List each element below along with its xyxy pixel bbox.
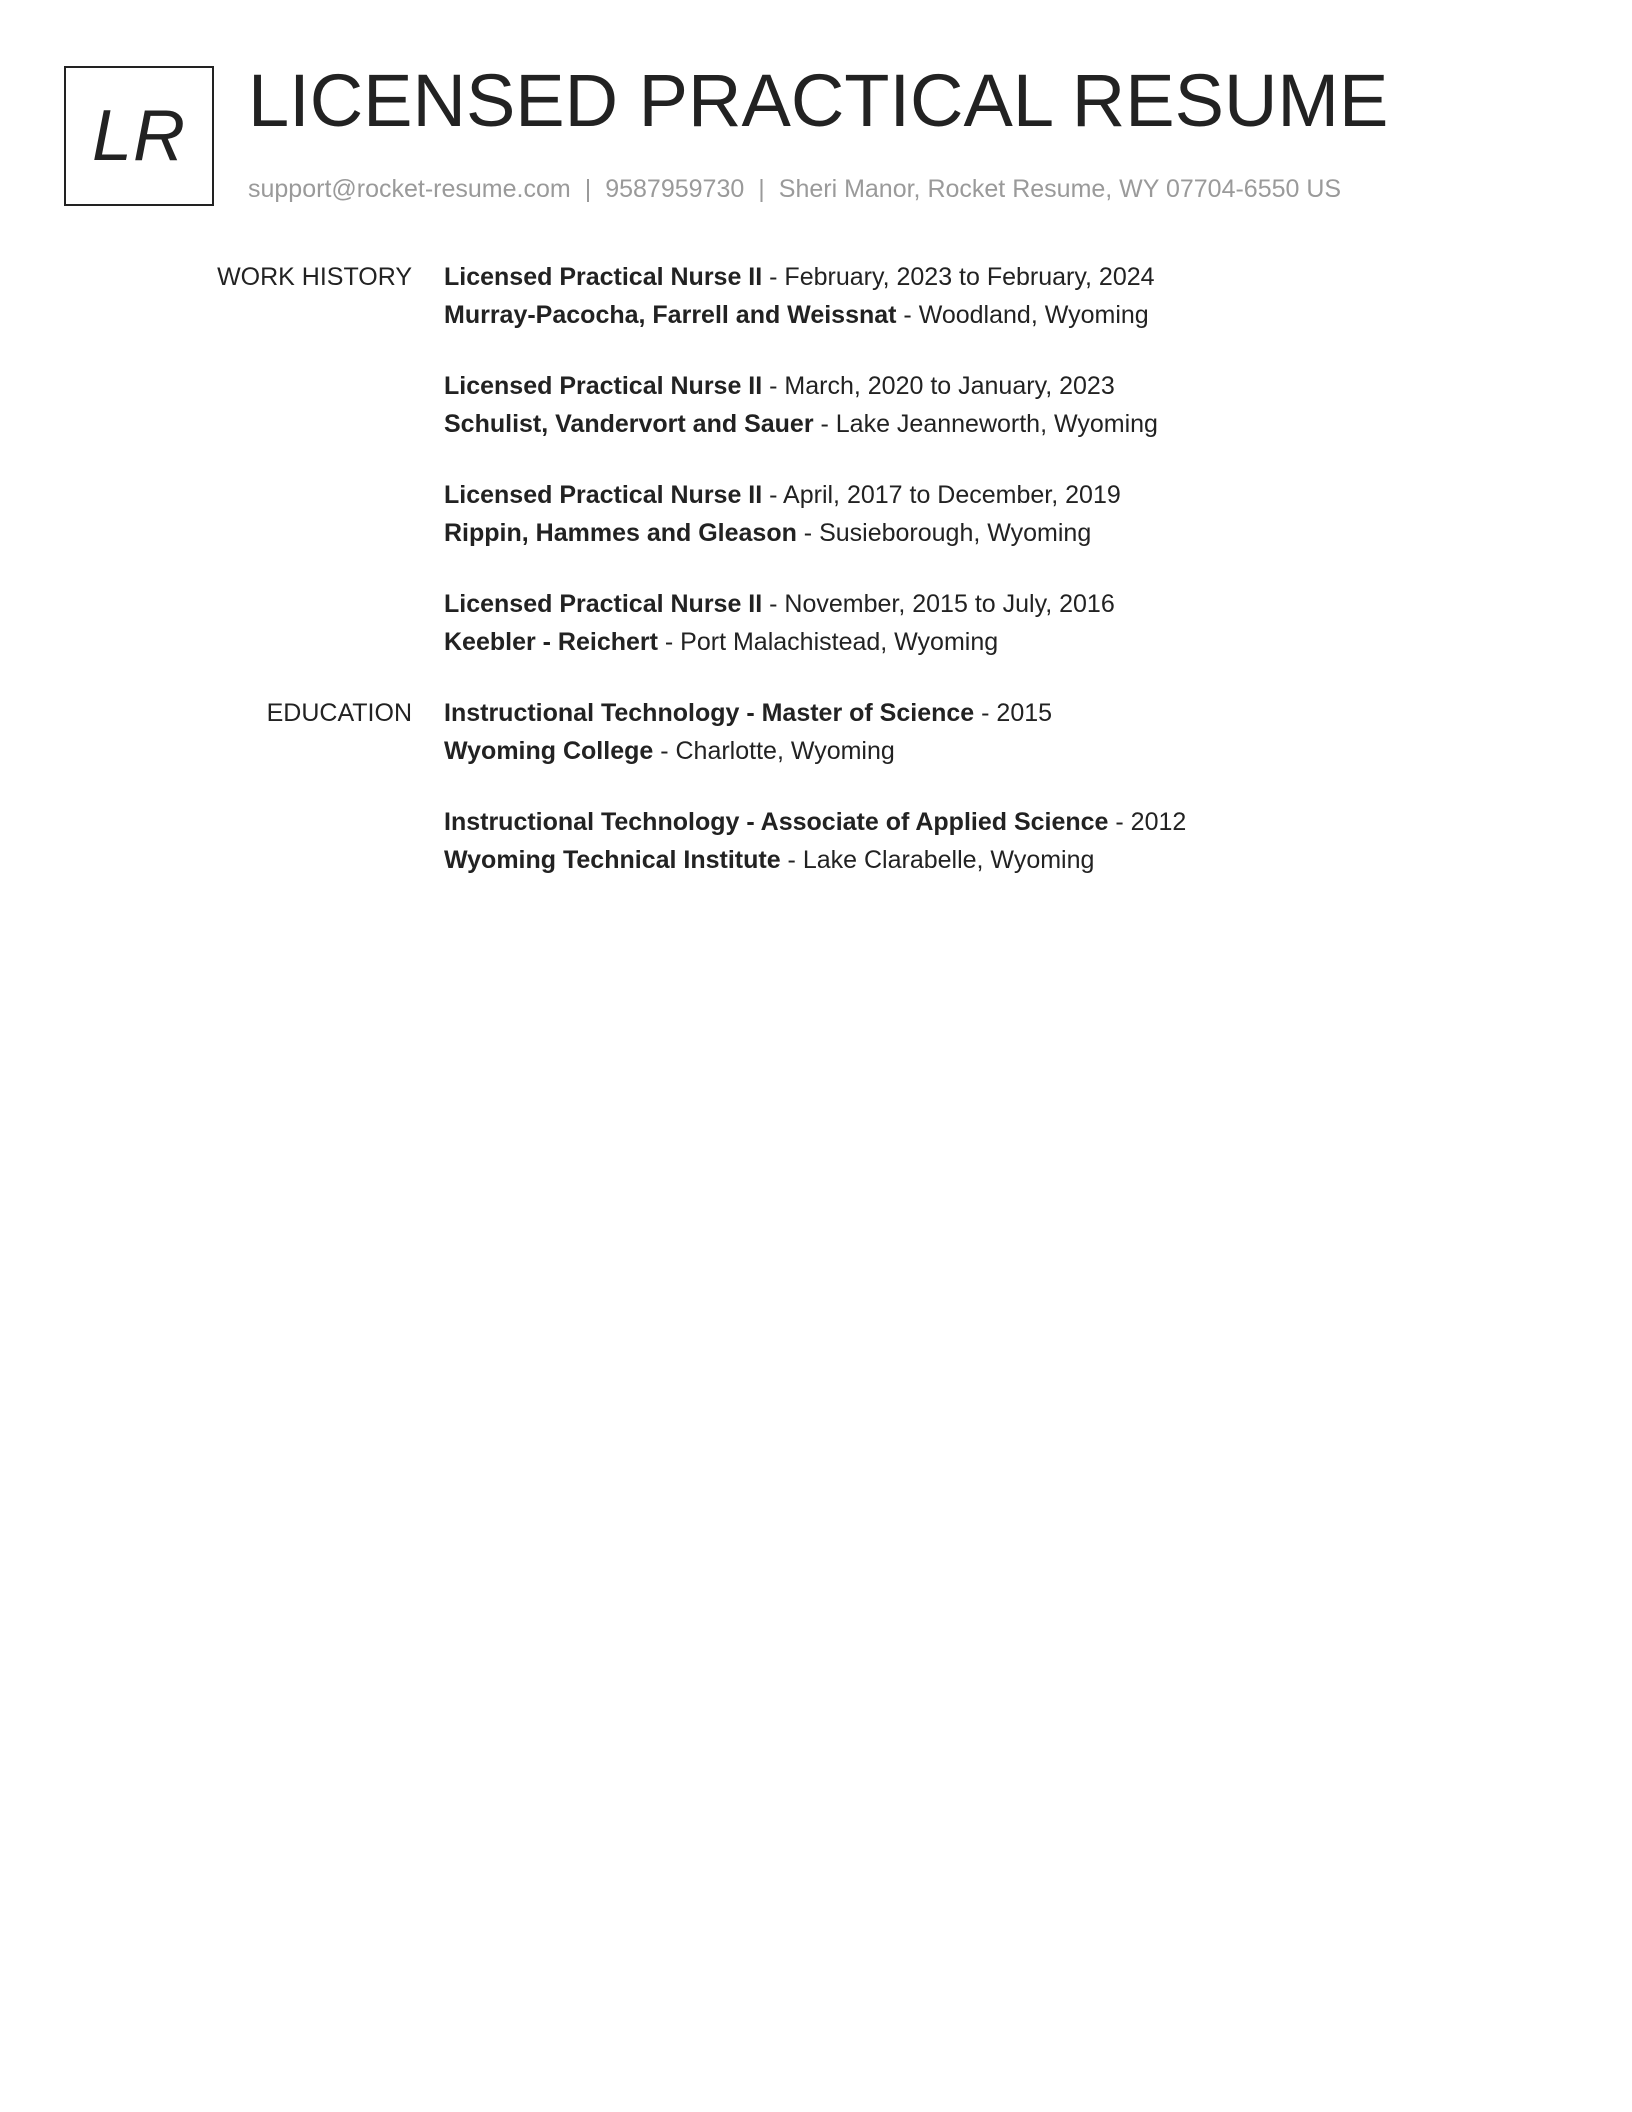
education-entry-year: - 2012 [1108,808,1187,836]
work-entry-company-line [444,514,1632,552]
education-entry-location: - Lake Clarabelle, Wyoming [780,846,1095,874]
education-entry-degree: Instructional Technology - Master of Science [444,699,975,727]
work-entry-location: - Lake Jeanneworth, Wyoming [813,410,1158,438]
work-entry-title: Licensed Practical Nurse II [444,481,763,509]
work-entry-role-line [444,585,1632,623]
contact-line [248,173,1341,205]
education-section [0,694,1632,879]
monogram-logo [64,66,214,206]
contact-phone: 9587959730 [605,175,745,203]
work-history-section [0,258,1632,661]
work-entry [444,367,1632,443]
contact-separator: | [758,175,765,203]
education-entry-school-line [444,841,1632,879]
work-history-label: WORK HISTORY [217,263,412,291]
work-entry-role-line [444,367,1632,405]
work-entry-company-line [444,296,1632,334]
work-entry-role-line [444,476,1632,514]
education-label: EDUCATION [266,699,412,727]
work-entry-dates: - November, 2015 to July, 2016 [762,590,1115,618]
education-entry-degree: Instructional Technology - Associate of Applied Science [444,808,1109,836]
work-entry-title: Licensed Practical Nurse II [444,372,763,400]
monogram-text: LR [91,96,187,176]
work-entry [444,258,1632,334]
work-entry-dates: - March, 2020 to January, 2023 [762,372,1115,400]
education-entry-school-line [444,732,1632,770]
education-entry-degree-line [444,694,1632,732]
education-entry-location: - Charlotte, Wyoming [653,737,895,765]
contact-address: Sheri Manor, Rocket Resume, WY 07704-6550 US [778,175,1342,203]
education-entry-degree-line [444,803,1632,841]
resume-sections [0,258,1632,912]
education-entry-school: Wyoming College [444,737,654,765]
education-entry [444,694,1632,770]
education-entry [444,803,1632,879]
work-entry-title: Licensed Practical Nurse II [444,590,763,618]
work-entry-location: - Susieborough, Wyoming [796,519,1092,547]
contact-separator: | [584,175,592,203]
work-entry-location: - Port Malachistead, Wyoming [657,628,999,656]
work-entry-company: Rippin, Hammes and Gleason [444,519,797,547]
work-entry [444,585,1632,661]
education-entries [444,694,1632,879]
resume-title: LICENSED PRACTICAL RESUME [248,59,1389,142]
work-entry-dates: - April, 2017 to December, 2019 [762,481,1121,509]
work-entry-company: Keebler - Reichert [444,628,658,656]
work-entry-role-line [444,258,1632,296]
work-entry-company: Murray-Pacocha, Farrell and Weissnat [444,301,897,329]
work-entry-company-line [444,623,1632,661]
education-entry-school: Wyoming Technical Institute [444,846,781,874]
work-entry-title: Licensed Practical Nurse II [444,263,763,291]
work-entry-location: - Woodland, Wyoming [896,301,1149,329]
work-entry-company: Schulist, Vandervort and Sauer [444,410,814,438]
work-entry [444,476,1632,552]
work-entry-company-line [444,405,1632,443]
contact-email: support@rocket-resume.com [248,175,571,203]
work-entry-dates: - February, 2023 to February, 2024 [762,263,1155,291]
work-history-entries [444,258,1632,661]
education-entry-year: - 2015 [974,699,1053,727]
